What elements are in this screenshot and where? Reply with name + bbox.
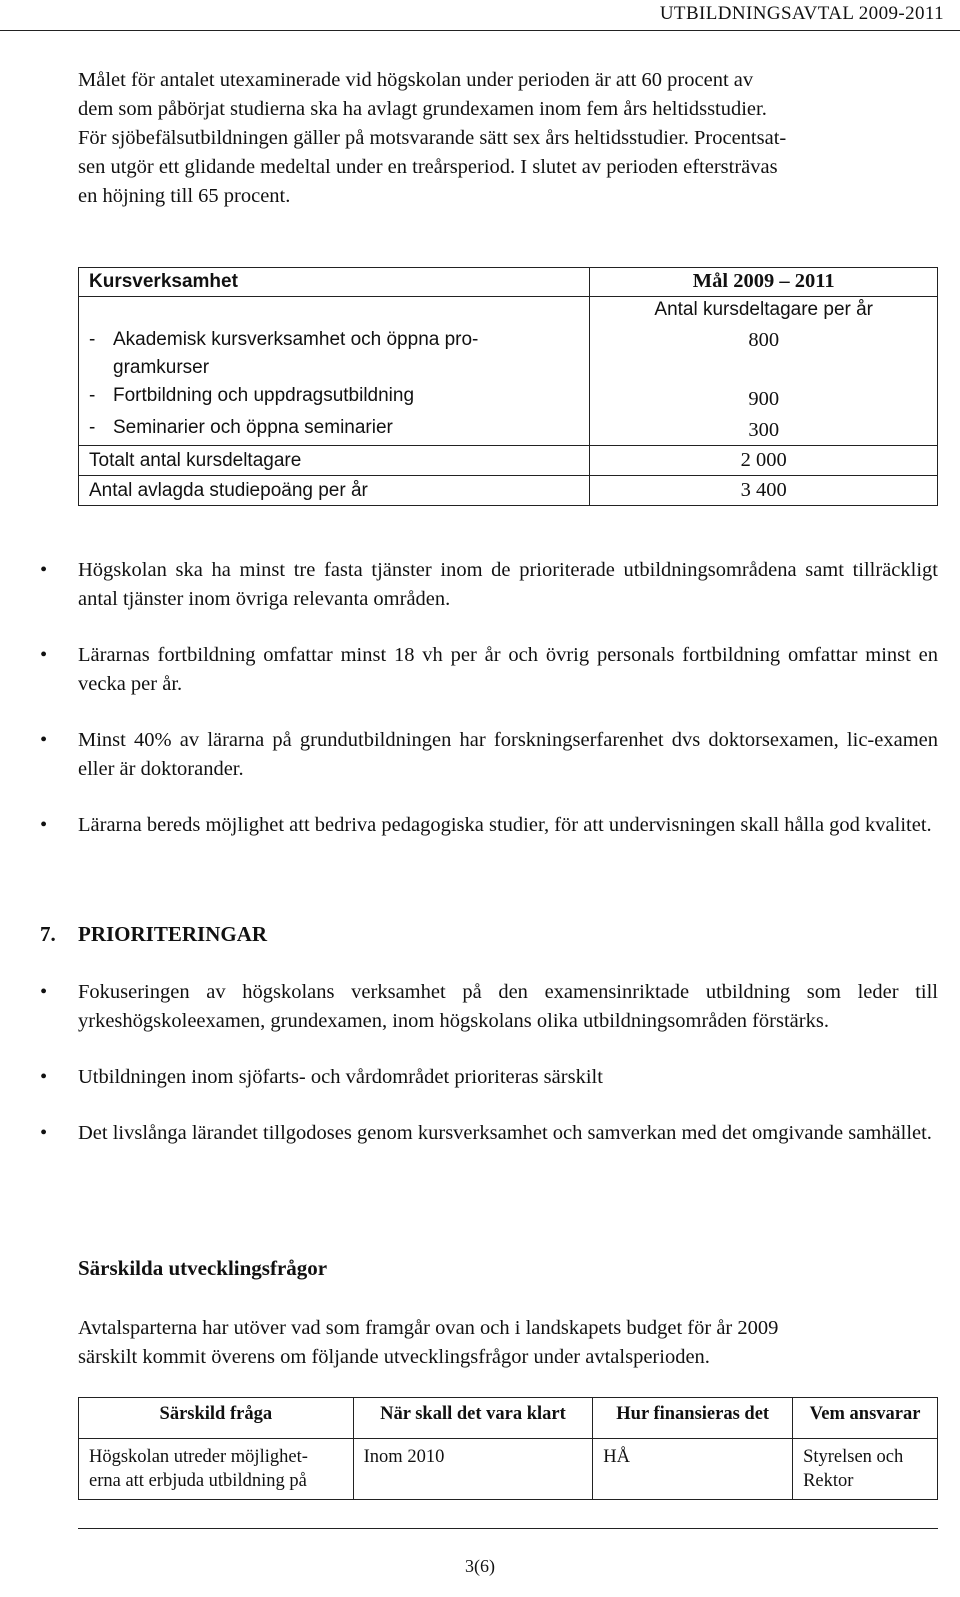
table-cell — [593, 1439, 793, 1500]
bullet-list-priorities — [40, 978, 938, 1148]
page-number: 3(6) — [465, 1556, 495, 1576]
cell-line: Rektor — [803, 1471, 854, 1491]
total-label-cell — [79, 475, 590, 505]
list-item — [40, 1063, 938, 1092]
header-left-label: Kursverksamhet — [89, 271, 238, 292]
subheader-label: Antal kursdeltagare per år — [654, 299, 874, 320]
header-title: UTBILDNINGSAVTAL 2009-2011 — [659, 3, 944, 24]
course-row-label — [79, 382, 590, 413]
cell-line: erna att erbjuda utbildning på — [89, 1471, 307, 1491]
column-header: Hur finansieras det — [593, 1398, 793, 1439]
bullet-icon: • — [40, 559, 48, 581]
column-header: Vem ansvarar — [793, 1398, 938, 1439]
course-row-value — [590, 326, 938, 382]
total-value: 3 400 — [740, 478, 787, 501]
row-value: 900 — [748, 387, 780, 410]
intro-line: dem som påbörjat studierna ska ha avlagt grundexamen inom fem års heltidsstudier. — [78, 98, 767, 120]
bullet-text: Högskolan ska ha minst tre fasta tjänster inom de prioriterade utbildningsområdena samt tillräckligt antal tjänster inom övriga relevanta områden. — [78, 559, 938, 610]
total-label: Antal avlagda studiepoäng per år — [89, 479, 368, 501]
intro-paragraph — [78, 66, 938, 211]
section-title: PRIORITERINGAR — [78, 922, 268, 946]
bullet-text: Minst 40% av lärarna på grundutbildningen har forskningserfarenhet dvs doktorsexamen, lic-examen eller är doktorander. — [78, 729, 938, 780]
section-heading-7 — [40, 922, 267, 947]
special-issues-table — [78, 1397, 938, 1500]
table-cell — [353, 1439, 593, 1500]
bullet-list-goals — [40, 556, 938, 840]
course-row-label — [79, 326, 590, 382]
row-value: 300 — [748, 418, 780, 441]
list-item — [40, 1119, 938, 1148]
list-item — [40, 811, 938, 840]
subheader-cell — [590, 297, 938, 326]
table-header-kursverksamhet — [79, 268, 590, 297]
dash-marker: - — [89, 384, 96, 406]
column-header: När skall det vara klart — [353, 1398, 593, 1439]
intro-line: en höjning till 65 procent. — [78, 185, 291, 207]
course-activity-table — [78, 267, 938, 506]
bullet-icon: • — [40, 644, 48, 666]
list-item — [40, 978, 938, 1036]
bullet-text: Det livslånga lärandet tillgodoses genom kursverksamhet och samverkan med det omgivande samhället. — [78, 1122, 932, 1144]
table-header-goal — [590, 268, 938, 297]
subheading — [78, 1256, 327, 1281]
dash-marker: - — [89, 328, 96, 350]
row-label-line: Fortbildning och uppdragsutbildning — [113, 384, 415, 406]
bullet-text: Fokuseringen av högskolans verksamhet på den examensinriktade utbildning som leder till yrkeshögskoleexamen, grundexamen, inom högskolans olika utbildningsområden förstärks. — [78, 981, 938, 1032]
table-row — [79, 1439, 938, 1500]
table-cell — [79, 1439, 354, 1500]
total-value: 2 000 — [740, 448, 787, 471]
row-label-line: Seminarier och öppna seminarier — [113, 416, 393, 438]
total-value-cell — [590, 445, 938, 475]
total-value-cell — [590, 475, 938, 505]
intro-line: sen utgör ett glidande medeltal under en treårsperiod. I slutet av perioden eftersträvas — [78, 156, 778, 178]
empty-cell — [79, 297, 590, 326]
table-cell — [793, 1439, 938, 1500]
cell-text: HÅ — [603, 1447, 630, 1467]
cell-line: Styrelsen och — [803, 1447, 904, 1467]
total-label-cell — [79, 445, 590, 475]
course-row-value — [590, 382, 938, 413]
course-row-label — [79, 413, 590, 446]
footer-divider — [78, 1528, 938, 1529]
bullet-icon: • — [40, 729, 48, 751]
row-label-line: gramkurser — [113, 356, 210, 378]
row-label-line: Akademisk kursverksamhet och öppna pro- — [113, 328, 479, 350]
subheading-text: Särskilda utvecklingsfrågor — [78, 1256, 328, 1280]
list-item — [40, 641, 938, 699]
cell-line: Högskolan utreder möjlighet- — [89, 1447, 308, 1467]
dash-marker: - — [89, 416, 96, 438]
column-header: Särskild fråga — [79, 1398, 354, 1439]
header-right-label: Mål 2009 – 2011 — [692, 270, 835, 292]
list-item — [40, 556, 938, 614]
list-item — [40, 726, 938, 784]
row-value: 800 — [748, 328, 780, 351]
paragraph-line: Avtalsparterna har utöver vad som framgår ovan och i landskapets budget för år 2009 — [78, 1317, 779, 1339]
bullet-text: Lärarna bereds möjlighet att bedriva pedagogiska studier, för att undervisningen skall hålla god kvalitet. — [78, 814, 932, 836]
paragraph — [78, 1314, 938, 1372]
section-number: 7. — [40, 922, 56, 946]
bullet-icon: • — [40, 1122, 48, 1144]
bullet-icon: • — [40, 1066, 48, 1088]
intro-line: Målet för antalet utexaminerade vid högskolan under perioden är att 60 procent av — [78, 69, 754, 91]
bullet-icon: • — [40, 981, 48, 1003]
intro-line: För sjöbefälsutbildningen gäller på motsvarande sätt sex års heltidsstudier. Procentsat- — [78, 127, 787, 149]
bullet-icon: • — [40, 814, 48, 836]
cell-text: Inom 2010 — [363, 1447, 445, 1467]
course-row-value — [590, 413, 938, 446]
bullet-text: Utbildningen inom sjöfarts- och vårdområdet prioriteras särskilt — [78, 1066, 603, 1088]
total-label: Totalt antal kursdeltagare — [89, 449, 302, 471]
page-header — [0, 0, 960, 31]
bullet-text: Lärarnas fortbildning omfattar minst 18 vh per år och övrig personals fortbildning omfattar minst en vecka per år. — [78, 644, 938, 695]
paragraph-line: särskilt kommit överens om följande utvecklingsfrågor under avtalsperioden. — [78, 1346, 710, 1368]
